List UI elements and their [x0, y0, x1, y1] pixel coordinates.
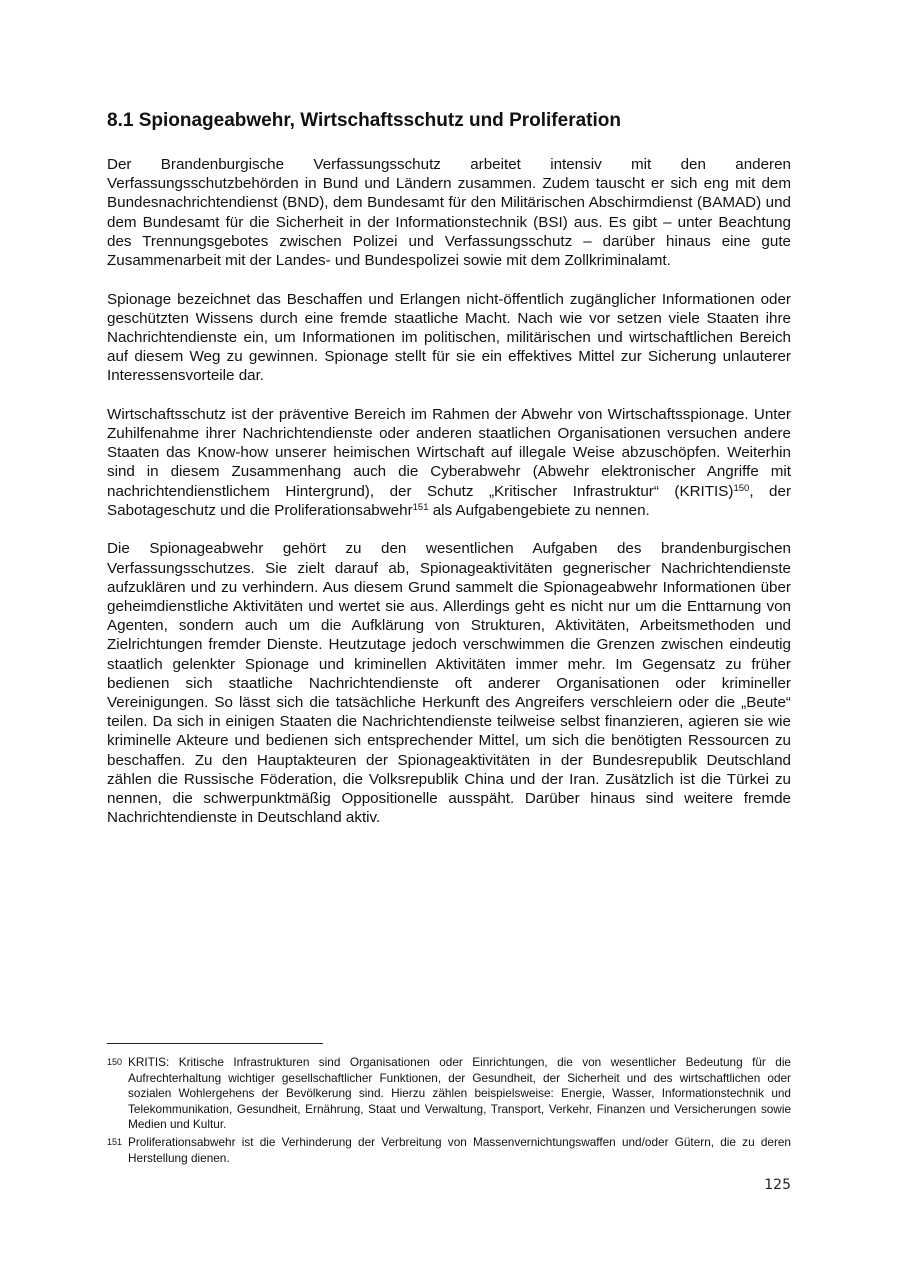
paragraph-text: als Aufgabengebiete zu nennen.	[428, 501, 650, 519]
paragraph-cooperation: Der Brandenburgische Verfassungsschutz arbeitet intensiv mit den anderen Verfassungsschutzbehörden in Bund und Ländern zusammen. Zudem tauscht er sich eng mit dem Bundesnachrichtendienst (BND), dem Bundesamt für den Militärischen Abschirmdienst (BAMAD) und dem Bundesamt für die Sicherheit in der Informationstechnik (BSI) aus. Es gibt – unter Beachtung des Trennungsgebotes zwischen Polizei und Verfassungsschutz – darüber hinaus eine gute Zusammenarbeit mit der Landes- und Bundespolizei sowie mit dem Zollkriminalamt.	[107, 156, 791, 270]
paragraph-espionage-definition: Spionage bezeichnet das Beschaffen und Erlangen nicht-öffentlich zugänglicher Informationen oder geschützten Wissens durch eine fremde staatliche Macht. Nach wie vor setzen viele Staaten ihre Nachrichtendienste ein, um Informationen im politischen, militärischen und wirtschaftlichen Bereich auf diesem Weg zu gewinnen. Spionage stellt für sie ein effektives Mittel zur Sicherung unlauterer Interessensvorteile dar.	[107, 290, 791, 385]
footnote-number: 150	[107, 1057, 123, 1067]
body-text	[107, 155, 791, 847]
footnotes	[107, 1055, 791, 1168]
paragraph-text: , der Sabotageschutz und die Proliferationsabwehr	[107, 482, 792, 519]
footnote-text: KRITIS: Kritische Infrastrukturen sind Organisationen oder Einrichtungen, die von wesentlicher Bedeutung für die Aufrechterhaltung wichtiger gesellschaftlicher Funktionen, der Gesundheit, der Sicherheit und des wirtschaftlichen oder sozialen Wohlergehens der Bevölkerung sind. Hierzu zählen beispielsweise: Energie, Wasser, Informationstechnik und Telekommunikation, Gesundheit, Ernährung, Staat und Verwaltung, Transport, Verkehr, Finanzen und Versicherungen sowie Medien und Kultur.	[128, 1055, 791, 1132]
page-number: 125	[764, 1177, 791, 1193]
footnote-ref-151[interactable]: 151	[412, 501, 429, 513]
paragraph-economic-protection	[107, 405, 791, 520]
footnote-text: Proliferationsabwehr ist die Verhinderung der Verbreitung von Massenvernichtungswaffen und/oder Gütern, die zu deren Herstellung dienen.	[128, 1134, 791, 1165]
paragraph-text: Wirtschaftsschutz ist der präventive Bereich im Rahmen der Abwehr von Wirtschaftsspionage. Unter Zuhilfenahme ihrer Nachrichtendienste oder anderen staatlichen Organisationen versuchen andere Staaten das Know-how unserer heimischen Wirtschaft auf illegale Weise abzuschöpfen. Weiterhin sind in diesem Zusammenhang auch die Cyberabwehr (Abwehr elektronischer Angriffe mit nachrichtendienstlichem Hintergrund), der Schutz „Kritischer Infrastruktur“ (KRITIS)	[107, 405, 791, 500]
footnote-separator	[107, 1043, 323, 1044]
footnote-150	[107, 1055, 791, 1133]
footnote-number: 151	[107, 1136, 123, 1147]
section-heading: 8.1 Spionageabwehr, Wirtschaftsschutz und Proliferation	[107, 110, 621, 131]
paragraph-counterintelligence: Die Spionageabwehr gehört zu den wesentlichen Aufgaben des brandenburgischen Verfassungsschutzes. Sie zielt darauf ab, Spionageaktivitäten gegnerischer Nachrichtendienste aufzuklären und zu verhindern. Aus diesem Grund sammelt die Spionageabwehr Informationen über geheimdienstliche Aktivitäten und wertet sie aus. Allerdings geht es nicht nur um die Enttarnung von Agenten, sondern auch um die Aufklärung von Strukturen, Aktivitäten, Arbeitsmethoden und Zielrichtungen fremder Dienste. Heutzutage jedoch verschwimmen die Grenzen zwischen eindeutig staatlich gelenkter Spionage und kriminellen Aktivitäten immer mehr. Im Gegensatz zu früher bedienen sich staatliche Nachrichtendienste oft anderer Organisationen oder krimineller Vereinigungen. So lässt sich die tatsächliche Herkunft des Angreifers verschleiern oder die „Beute“ teilen. Da sich in einigen Staaten die Nachrichtendienste teilweise selbst finanzieren, agieren sie wie kriminelle Akteure und bedienen sich entsprechender Mittel, um sich die benötigten Ressourcen zu beschaffen. Zu den Hauptakteuren der Spionageaktivitäten in der Bundesrepublik Deutschland zählen die Russische Föderation, die Volksrepublik China und der Iran. Zusätzlich ist die Türkei zu nennen, die schwerpunktmäßig Oppositionelle ausspäht. Darüber hinaus sind weitere fremde Nachrichtendienste in Deutschland aktiv.	[107, 540, 791, 827]
footnote-151	[107, 1135, 791, 1166]
footnote-ref-150[interactable]: 150	[733, 482, 750, 494]
